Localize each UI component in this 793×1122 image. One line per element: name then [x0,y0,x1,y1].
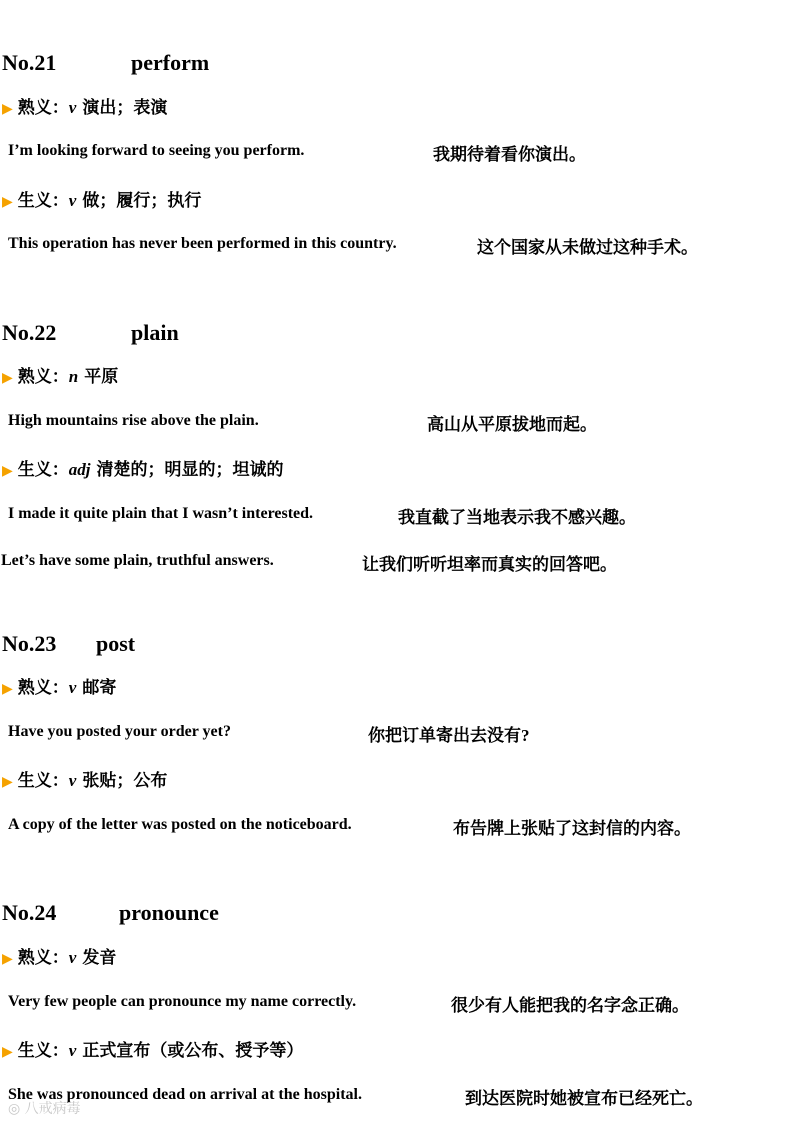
example-english: Very few people can pronounce my name correctly. [8,993,357,1010]
example-english: She was pronounced dead on arrival at the hospital. [8,1086,362,1103]
example-chinese: 这个国家从未做过这种手术。 [477,238,698,257]
known-meaning: 发音 [82,948,117,967]
known-meaning-line [2,93,167,118]
known-meaning: 演出；表演 [82,98,168,117]
triangle-right-icon: ▶ [2,1045,13,1060]
example-english: This operation has never been performed in this country. [8,235,397,252]
example-chinese: 你把订单寄出去没有? [368,726,530,745]
new-label: 生义： [17,191,69,210]
entry-number: No.23 [2,631,57,656]
triangle-right-icon: ▶ [2,102,13,117]
entry-number: No.24 [2,900,57,925]
example-english: Let’s have some plain, truthful answers. [1,552,274,569]
new-label: 生义： [17,771,69,790]
triangle-right-icon: ▶ [2,195,13,210]
new-meaning-line [2,1036,303,1061]
part-of-speech: v [68,948,77,967]
triangle-right-icon: ▶ [2,775,13,790]
part-of-speech: v [68,191,77,210]
known-meaning-line [2,362,118,387]
part-of-speech: adj [68,460,91,479]
known-meaning-line [2,943,116,968]
triangle-right-icon: ▶ [2,682,13,697]
example-chinese: 我直截了当地表示我不感兴趣。 [398,508,636,527]
known-label: 熟义： [17,948,69,967]
entry-number: No.22 [2,320,57,345]
new-meaning-line [2,455,284,480]
example-english: I made it quite plain that I wasn’t interested. [8,505,314,522]
new-label: 生义： [17,1041,69,1060]
new-meaning-line [2,186,201,211]
part-of-speech: v [68,1041,77,1060]
entry-number: No.21 [2,50,57,75]
part-of-speech: v [68,771,77,790]
new-meaning: 清楚的；明显的；坦诚的 [96,460,284,479]
known-label: 熟义： [17,367,69,386]
entry-word: plain [131,320,179,345]
example-english: Have you posted your order yet? [8,723,231,740]
known-meaning-line [2,673,116,698]
triangle-right-icon: ▶ [2,952,13,967]
new-meaning: 做；履行；执行 [82,191,202,210]
entry-word: post [96,631,136,656]
known-label: 熟义： [17,678,69,697]
entry-word: perform [131,50,210,75]
example-english: High mountains rise above the plain. [8,412,259,429]
new-meaning: 正式宣布（或公布、授予等） [82,1041,304,1060]
known-label: 熟义： [17,98,69,117]
new-meaning-line [2,766,167,791]
known-meaning: 平原 [84,367,119,386]
triangle-right-icon: ▶ [2,371,13,386]
example-chinese: 我期待着看你演出。 [433,145,586,164]
example-chinese: 很少有人能把我的名字念正确。 [451,996,689,1015]
known-meaning: 邮寄 [82,678,117,697]
part-of-speech: v [68,98,77,117]
example-english: A copy of the letter was posted on the noticeboard. [8,816,352,833]
part-of-speech: n [68,367,79,386]
entry-word: pronounce [119,900,219,925]
new-meaning: 张贴；公布 [82,771,168,790]
example-chinese: 高山从平原拔地而起。 [427,415,597,434]
watermark [8,1098,81,1118]
example-chinese: 让我们听听坦率而真实的回答吧。 [362,555,617,574]
example-english: I’m looking forward to seeing you perform. [8,142,305,159]
watermark-text: 八戒病毒 [24,1101,81,1117]
watermark-logo-icon: ◎ [8,1101,21,1117]
triangle-right-icon: ▶ [2,464,13,479]
example-chinese: 布告牌上张贴了这封信的内容。 [453,819,691,838]
new-label: 生义： [17,460,69,479]
part-of-speech: v [68,678,77,697]
example-chinese: 到达医院时她被宣布已经死亡。 [465,1089,703,1108]
